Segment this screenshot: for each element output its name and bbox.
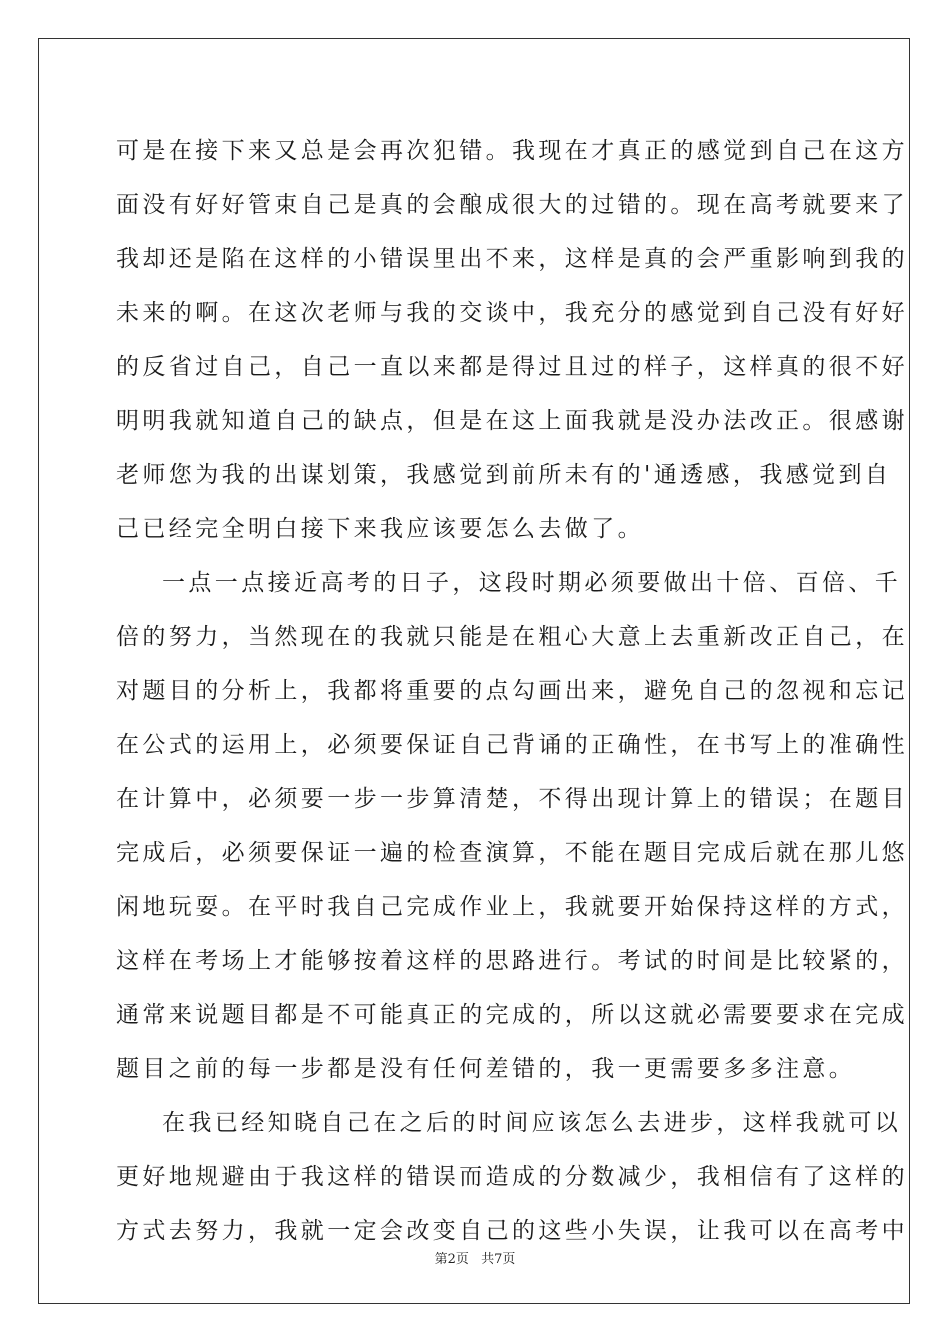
text-line: 一点一点接近高考的日子，这段时期必须要做出十倍、百倍、千 bbox=[162, 570, 902, 596]
page-total: 共7页 bbox=[481, 1252, 516, 1267]
text-line: 我却还是陷在这样的小错误里出不来，这样是真的会严重影响到我的 bbox=[116, 246, 908, 272]
text-line: 方式去努力，我就一定会改变自己的这些小失误，让我可以在高考中 bbox=[116, 1218, 908, 1244]
text-line: 闲地玩耍。在平时我自己完成作业上，我就要开始保持这样的方式， bbox=[116, 894, 908, 920]
text-line: 题目之前的每一步都是没有任何差错的，我一更需要多多注意。 bbox=[116, 1056, 856, 1082]
text-line: 这样在考场上才能够按着这样的思路进行。考试的时间是比较紧的， bbox=[116, 948, 908, 974]
text-line: 未来的啊。在这次老师与我的交谈中，我充分的感觉到自己没有好好 bbox=[116, 300, 908, 326]
text-line: 对题目的分析上，我都将重要的点勾画出来，避免自己的忽视和忘记 bbox=[116, 678, 908, 704]
page-footer bbox=[0, 1248, 950, 1267]
text-line: 面没有好好管束自己是真的会酿成很大的过错的。现在高考就要来了 bbox=[116, 192, 908, 218]
text-line: 通常来说题目都是不可能真正的完成的，所以这就必需要要求在完成 bbox=[116, 1002, 908, 1028]
text-line: 的反省过自己，自己一直以来都是得过且过的样子，这样真的很不好 bbox=[116, 354, 908, 380]
text-line: 更好地规避由于我这样的错误而造成的分数减少，我相信有了这样的 bbox=[116, 1164, 908, 1190]
document-body bbox=[116, 124, 908, 1258]
text-line: 老师您为我的出谋划策，我感觉到前所未有的'通透感，我感觉到自 bbox=[116, 462, 892, 488]
text-line: 倍的努力，当然现在的我就只能是在粗心大意上去重新改正自己，在 bbox=[116, 624, 908, 650]
text-line: 在我已经知晓自己在之后的时间应该怎么去进步，这样我就可以 bbox=[162, 1110, 902, 1136]
text-line: 可是在接下来又总是会再次犯错。我现在才真正的感觉到自己在这方 bbox=[116, 138, 908, 164]
text-line: 在计算中，必须要一步一步算清楚，不得出现计算上的错误；在题目 bbox=[116, 786, 908, 812]
text-line: 完成后，必须要保证一遍的检查演算，不能在题目完成后就在那儿悠 bbox=[116, 840, 908, 866]
text-line: 明明我就知道自己的缺点，但是在这上面我就是没办法改正。很感谢 bbox=[116, 408, 908, 434]
page-number: 第2页 bbox=[434, 1252, 469, 1267]
text-line: 己已经完全明白接下来我应该要怎么去做了。 bbox=[116, 516, 644, 542]
text-line: 在公式的运用上，必须要保证自己背诵的正确性，在书写上的准确性 bbox=[116, 732, 908, 758]
